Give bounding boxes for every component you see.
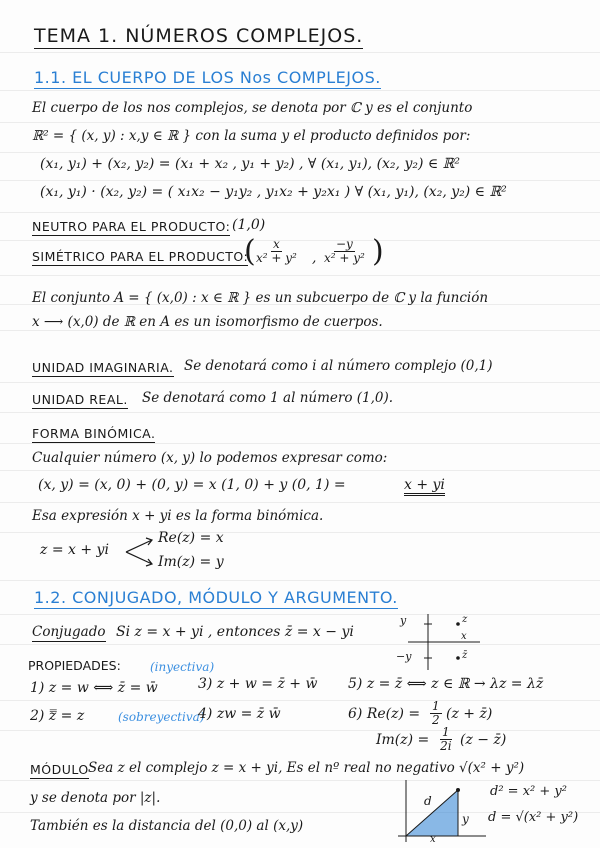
p6b-frac-num: 1 xyxy=(442,725,450,739)
paren-close: ) xyxy=(372,234,384,269)
forma-binomica-label: FORMA BINÓMICA. xyxy=(32,426,156,441)
re-equation: Re(z) = x xyxy=(158,530,224,546)
diagram-x-label: x xyxy=(461,631,467,642)
property-6b-rest: (z − z̄) xyxy=(460,732,507,748)
forma-binomica-text: Cualquier número (x, y) lo podemos expresar como: xyxy=(32,450,388,466)
simetrico-den-2: x² + y² xyxy=(324,251,365,265)
branch-arrows xyxy=(122,532,162,572)
property-6b-fraction xyxy=(440,726,452,753)
propiedades-label: PROPIEDADES: xyxy=(28,658,121,673)
simetrico-num-2: −y xyxy=(336,237,353,251)
unidad-imaginaria-label: UNIDAD IMAGINARIA. xyxy=(32,360,174,375)
modulo-text-3: También es la distancia del (0,0) al (x,y) xyxy=(30,818,304,834)
property-6a-rest: (z + z̄) xyxy=(446,706,493,722)
triangle-x-label: x xyxy=(430,834,436,845)
p6a-frac-den: 2 xyxy=(432,713,440,727)
paren-open: ( xyxy=(244,234,256,269)
conjugado-text: Si z = x + yi , entonces z̄ = x − yi xyxy=(116,624,354,640)
subcuerpo-line-2: x ⟶ (x,0) de ℝ en A es un isomorfismo de cuerpos. xyxy=(32,314,383,330)
simetrico-fraction-2 xyxy=(324,238,365,265)
modulo-text-2: y se denota por |z|. xyxy=(30,790,161,806)
property-4: 4) zw = z̄ w̄ xyxy=(198,706,281,722)
simetrico-den-1: x² + y² xyxy=(256,251,297,265)
diagram-zbar-label: z̄ xyxy=(462,650,468,661)
modulus-triangle-diagram xyxy=(398,780,488,846)
unidad-imaginaria-text: Se denotará como i al número complejo (0,1) xyxy=(184,358,493,374)
property-6b: Im(z) = xyxy=(376,732,430,748)
product-definition: (x₁, y₁) · (x₂, y₂) = ( x₁x₂ − y₁y₂ , y₁x₂ + y₂x₁ ) ∀ (x₁, y₁), (x₂, y₂) ∈ ℝ² xyxy=(40,184,507,200)
d-squared-equation: d² = x² + y² xyxy=(490,784,567,799)
binomica-result: x + yi xyxy=(404,477,445,496)
z-equation: z = x + yi xyxy=(40,542,109,558)
sobreyectiva-note: (sobreyectiva) xyxy=(118,710,205,724)
triangle-d-label: d xyxy=(424,794,432,808)
binomica-equation: (x, y) = (x, 0) + (0, y) = x (1, 0) + y (0, 1) = xyxy=(38,477,346,493)
conjugado-label: Conjugado xyxy=(32,624,106,640)
diagram-z-label: z xyxy=(462,614,468,625)
im-equation: Im(z) = y xyxy=(158,554,224,570)
expresion-text: Esa expresión x + yi es la forma binómica. xyxy=(32,508,324,524)
complex-plane-diagram xyxy=(402,612,482,672)
simetrico-fraction-1 xyxy=(256,238,297,265)
simetrico-label: SIMÉTRICO PARA EL PRODUCTO: xyxy=(32,249,249,264)
property-6a-fraction xyxy=(430,700,442,727)
sum-definition: (x₁, y₁) + (x₂, y₂) = (x₁ + x₂ , y₁ + y₂) , ∀ (x₁, y₁), (x₂, y₂) ∈ ℝ² xyxy=(40,156,460,172)
d-equation: d = √(x² + y²) xyxy=(488,810,579,825)
neutro-label: NEUTRO PARA EL PRODUCTO: xyxy=(32,219,231,234)
page-title: TEMA 1. NÚMEROS COMPLEJOS. xyxy=(34,25,364,47)
unidad-real-label: UNIDAD REAL. xyxy=(32,392,128,407)
simetrico-num-1: x xyxy=(273,237,280,251)
comma: , xyxy=(312,250,317,266)
neutro-value: (1,0) xyxy=(232,217,266,233)
property-1: 1) z = w ⟺ z̄ = w̄ xyxy=(30,680,158,696)
section-2-heading: 1.2. CONJUGADO, MÓDULO Y ARGUMENTO. xyxy=(34,588,398,607)
p6b-frac-den: 2i xyxy=(440,739,452,753)
property-6a: 6) Re(z) = xyxy=(348,706,421,722)
diagram-y-label: y xyxy=(400,614,407,627)
triangle-y-label: y xyxy=(462,812,469,826)
subcuerpo-line-1: El conjunto A = { (x,0) : x ∈ ℝ } es un subcuerpo de ℂ y la función xyxy=(32,290,489,306)
definition-line-2: ℝ² = { (x, y) : x,y ∈ ℝ } con la suma y el producto definidos por: xyxy=(32,128,471,144)
diagram-neg-y-label: −y xyxy=(396,650,412,663)
unidad-real-text: Se denotará como 1 al número (1,0). xyxy=(142,390,394,406)
inyectiva-note: (inyectiva) xyxy=(150,660,215,674)
property-5: 5) z = z̄ ⟺ z ∈ ℝ → λz = λz̄ xyxy=(348,676,544,692)
p6a-frac-num: 1 xyxy=(432,699,440,713)
section-1-heading: 1.1. EL CUERPO DE LOS Nos COMPLEJOS. xyxy=(34,68,381,87)
definition-line-1: El cuerpo de los nos complejos, se denota por ℂ y es el conjunto xyxy=(32,100,473,116)
modulo-text-1: Sea z el complejo z = x + yi, Es el nº real no negativo √(x² + y²) xyxy=(88,760,525,776)
property-2: 2) z̿ = z xyxy=(30,708,85,724)
modulo-label: MÓDULO xyxy=(30,762,89,777)
property-3: 3) z + w = z̄ + w̄ xyxy=(198,676,318,692)
